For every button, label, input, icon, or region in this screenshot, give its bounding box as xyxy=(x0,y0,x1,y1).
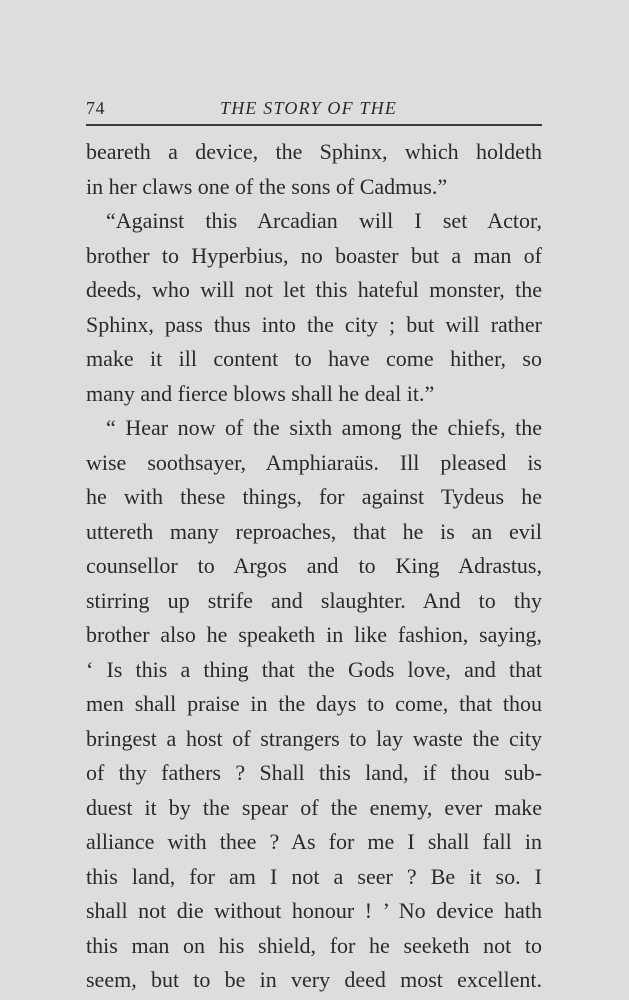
body-text xyxy=(86,135,542,998)
text-line: counsellor to Argos and to King Adrastus, xyxy=(86,553,542,578)
text-line: alliance with thee ? As for me I shall fall in xyxy=(86,829,542,854)
text-line: shall not die without honour ! ’ No device hath xyxy=(86,898,542,923)
text-line: deeds, who will not let this hateful monster, the xyxy=(86,277,542,302)
text-line: beareth a device, the Sphinx, which holdeth xyxy=(86,139,542,164)
text-line: this land, for am I not a seer ? Be it so. I xyxy=(86,863,542,889)
header-rule xyxy=(86,124,542,126)
text-line: make it ill content to have come hither, so xyxy=(86,346,542,371)
text-line: Sphinx, pass thus into the city ; but will rather xyxy=(86,311,542,337)
text-line: brother to Hyperbius, no boaster but a man of xyxy=(86,242,542,268)
text-line: stirring up strife and slaughter. And to thy xyxy=(86,587,542,613)
text-line: brother also he speaketh in like fashion, saying, xyxy=(86,622,542,647)
text-line: men shall praise in the days to come, that thou xyxy=(86,691,542,716)
text-line: duest it by the spear of the enemy, ever make xyxy=(86,794,542,820)
text-line: bringest a host of strangers to lay waste the city xyxy=(86,725,542,751)
text-line: many and fierce blows shall he deal it.” xyxy=(86,380,435,406)
text-line: wise soothsayer, Amphiaraüs. Ill pleased is xyxy=(86,449,542,475)
page-number: 74 xyxy=(86,98,105,118)
text-line: ‘ Is this a thing that the Gods love, and that xyxy=(86,656,542,682)
text-line: “ Hear now of the sixth among the chiefs, the xyxy=(106,415,542,440)
text-line: this man on his shield, for he seeketh not to xyxy=(86,932,542,958)
page-header xyxy=(86,96,542,120)
text-line: in her claws one of the sons of Cadmus.” xyxy=(86,173,448,199)
running-title: THE STORY OF THE xyxy=(220,98,398,118)
text-line: “Against this Arcadian will I set Actor, xyxy=(106,208,542,233)
text-line: he with these things, for against Tydeus he xyxy=(86,484,542,509)
text-line: of thy fathers ? Shall this land, if thou sub- xyxy=(86,760,542,785)
text-line: seem, but to be in very deed most excellent. xyxy=(86,967,542,992)
text-line: uttereth many reproaches, that he is an evil xyxy=(86,518,542,544)
